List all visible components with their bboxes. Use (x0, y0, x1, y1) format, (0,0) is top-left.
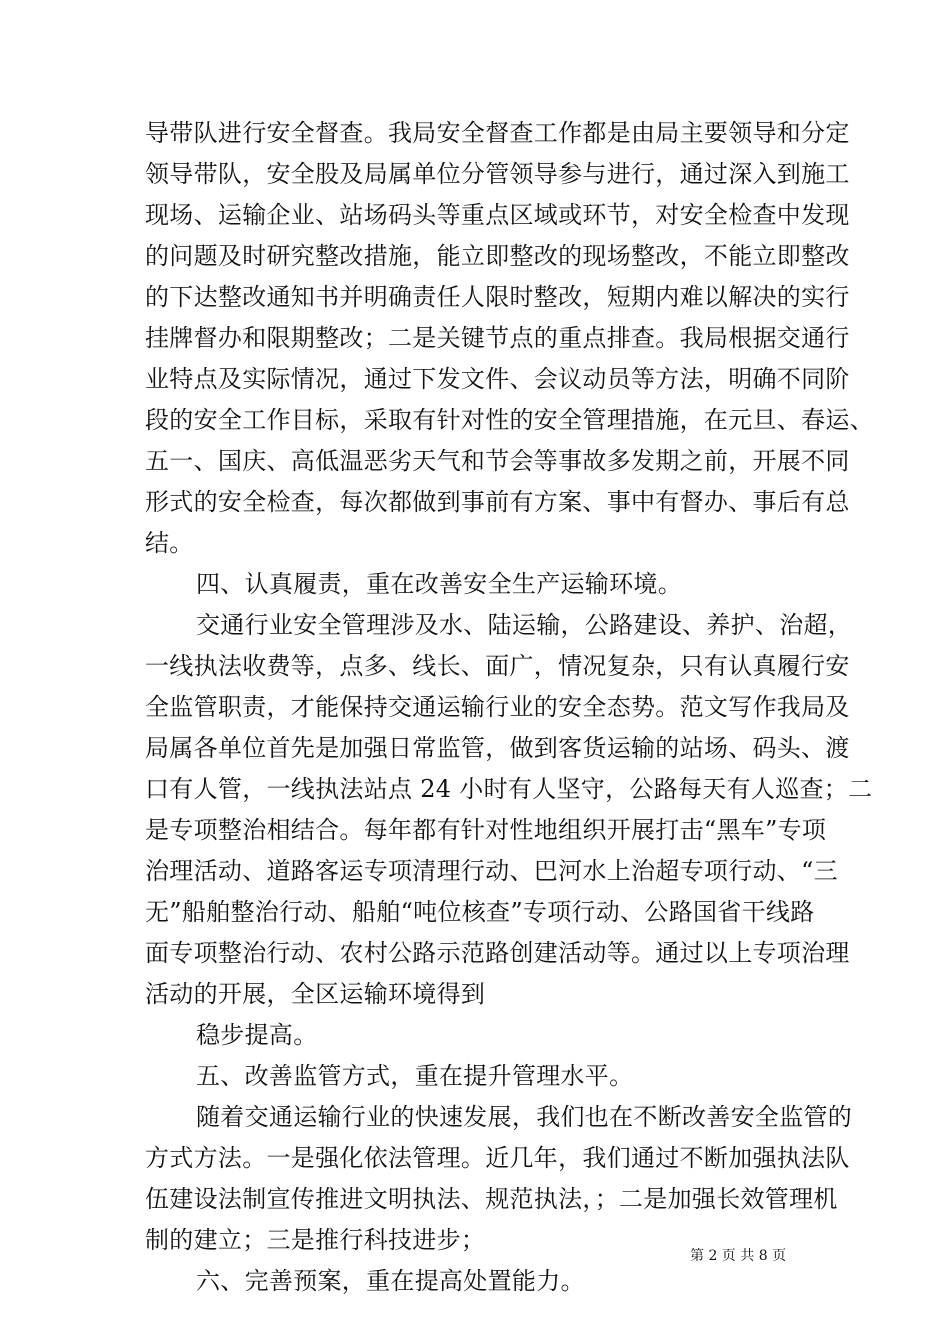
body-text-line: 治理活动、道路客运专项清理行动、巴河水上治超专项行动、“三 (145, 857, 838, 885)
body-text-line: 现场、运输企业、站场码头等重点区域或环节，对安全检查中发现 (145, 201, 850, 229)
body-text-line: 稳步提高。 (196, 1021, 318, 1049)
body-text-line: 口有人管，一线执法站点 24 小时有人坚守，公路每天有人巡查；二 (145, 775, 873, 803)
page-number-footer: 第 2 页 共 8 页 (690, 1248, 787, 1264)
section-heading-4: 四、认真履责，重在改善安全生产运输环境。 (196, 570, 682, 598)
body-text-line: 无”船舶整治行动、船舶“吨位核查”专项行动、公路国省干线路 (145, 898, 815, 926)
body-text-line: 制的建立；三是推行科技进步； (145, 1226, 486, 1254)
body-text-line: 随着交通运输行业的快速发展，我们也在不断改善安全监管的 (196, 1103, 853, 1131)
body-text-line: 交通行业安全管理涉及水、陆运输，公路建设、养护、治超， (196, 611, 853, 639)
body-text-line: 挂牌督办和限期整改；二是关键节点的重点排查。我局根据交通行 (145, 324, 850, 352)
section-heading-6: 六、完善预案，重在提高处置能力。 (196, 1267, 585, 1295)
body-text-line: 结。 (145, 529, 194, 557)
body-text-line: 领导带队，安全股及局属单位分管领导参与进行，通过深入到施工 (145, 160, 850, 188)
body-text-line: 活动的开展，全区运输环境得到 (145, 980, 486, 1008)
body-text-line: 五一、国庆、高低温恶劣天气和节会等事故多发期之前，开展不同 (145, 447, 850, 475)
body-text-line: 一线执法收费等，点多、线长、面广，情况复杂，只有认真履行安 (145, 652, 850, 680)
body-text-line: 方式方法。一是强化依法管理。近几年，我们通过不断加强执法队 (145, 1144, 850, 1172)
body-text-line: 的下达整改通知书并明确责任人限时整改，短期内难以解决的实行 (145, 283, 850, 311)
section-heading-5: 五、改善监管方式，重在提升管理水平。 (196, 1062, 634, 1090)
body-text-line: 局属各单位首先是加强日常监管，做到客货运输的站场、码头、渡 (145, 734, 850, 762)
body-text-line: 段的安全工作目标，采取有针对性的安全管理措施，在元旦、春运、 (145, 406, 874, 434)
body-text-line: 全监管职责，才能保持交通运输行业的安全态势。范文写作我局及 (145, 693, 850, 721)
body-text-line: 面专项整治行动、农村公路示范路创建活动等。通过以上专项治理 (145, 939, 850, 967)
body-text-line: 业特点及实际情况，通过下发文件、会议动员等方法，明确不同阶 (145, 365, 850, 393)
body-text-line: 导带队进行安全督查。我局安全督查工作都是由局主要领导和分定 (145, 119, 850, 147)
body-text-line: 的问题及时研究整改措施，能立即整改的现场整改，不能立即整改 (145, 242, 850, 270)
body-text-line: 是专项整治相结合。每年都有针对性地组织开展打击“黑车”专项 (145, 816, 827, 844)
body-text-line: 伍建设法制宣传推进文明执法、规范执法，；二是加强长效管理机 (145, 1185, 838, 1213)
body-text-line: 形式的安全检查，每次都做到事前有方案、事中有督办、事后有总 (145, 488, 850, 516)
